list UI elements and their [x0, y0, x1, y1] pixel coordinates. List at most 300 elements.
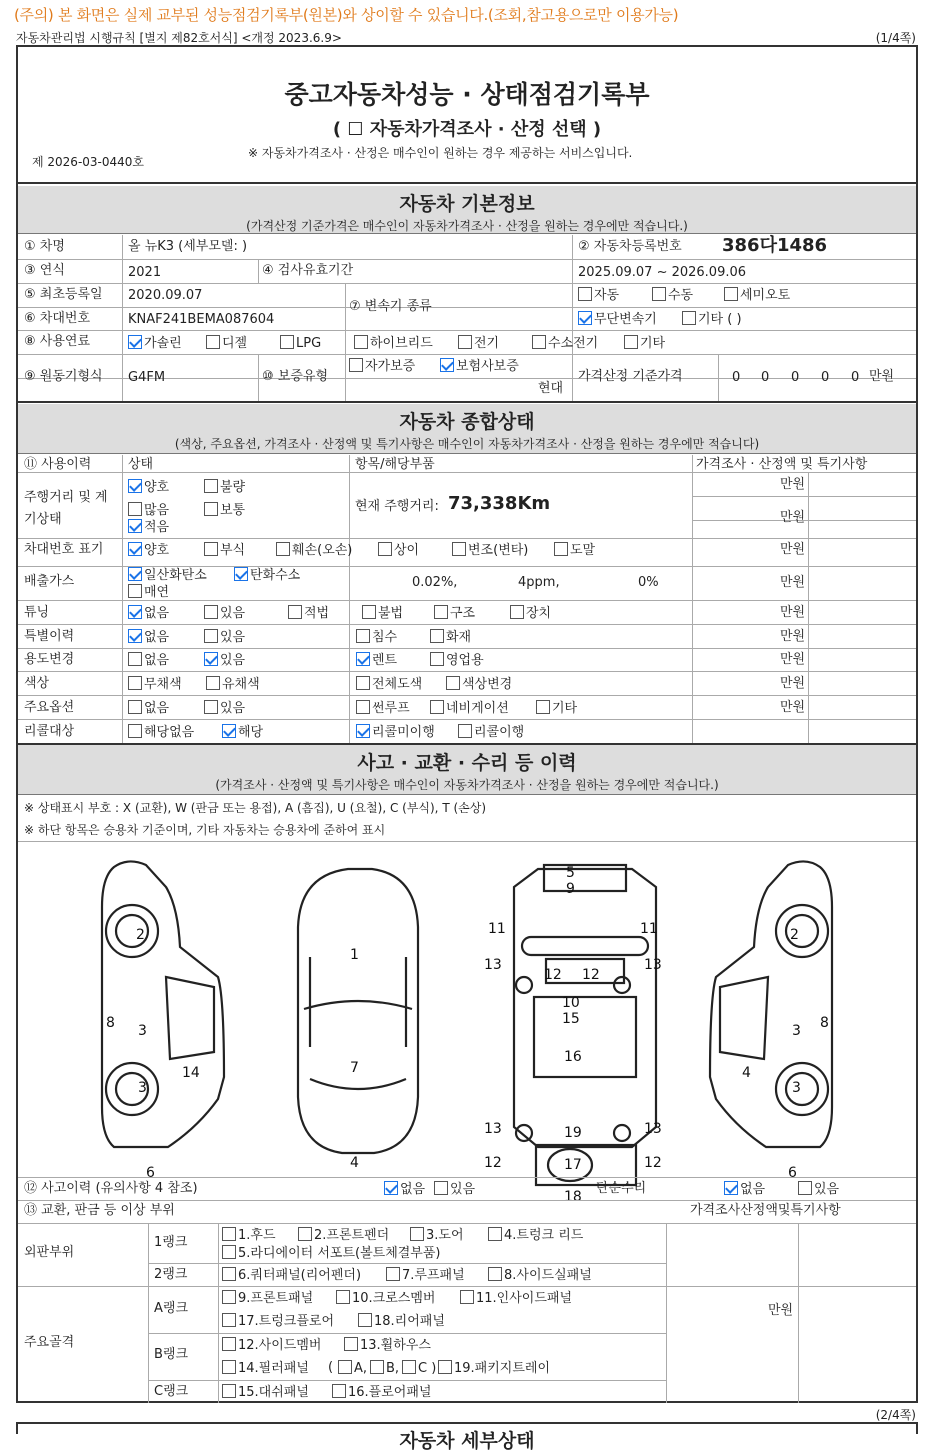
- frame-label: 주요골격: [24, 1335, 75, 1350]
- svg-text:3: 3: [138, 1023, 147, 1039]
- checkbox[interactable]: [128, 519, 142, 533]
- checkbox[interactable]: [386, 1267, 400, 1281]
- usage-none[interactable]: [128, 652, 169, 669]
- opt-label: C ): [418, 1361, 437, 1376]
- checkbox[interactable]: [460, 1290, 474, 1304]
- checkbox[interactable]: [204, 605, 218, 619]
- legend-note: ※ 하단 항목은 승용차 기준이며, 기타 자동차는 승용차에 준하여 표시: [24, 823, 386, 837]
- opt-label: 전체도색: [372, 677, 423, 692]
- tuning-none[interactable]: [128, 605, 169, 622]
- svg-text:18: 18: [564, 1189, 582, 1205]
- checkbox[interactable]: [222, 1313, 236, 1327]
- checkbox[interactable]: [280, 335, 294, 349]
- vin-altered[interactable]: [452, 542, 528, 559]
- rankA-label: A랭크: [154, 1301, 189, 1316]
- trans-auto[interactable]: [578, 287, 619, 304]
- subtitle-note: ※ 자동차가격조사 · 산정은 매수인이 원하는 경우 제공하는 서비스입니다.: [248, 146, 633, 160]
- option-none[interactable]: [128, 700, 169, 717]
- opt-label: 도말: [570, 543, 596, 558]
- opt-label: 있음: [220, 630, 246, 645]
- vin-corrosion[interactable]: [204, 542, 245, 559]
- part-hood[interactable]: [222, 1227, 276, 1244]
- unit: 만원: [780, 575, 806, 590]
- mileage-high[interactable]: [128, 502, 169, 519]
- opt-label: 매연: [144, 585, 170, 600]
- opt-label: 있음: [450, 1182, 476, 1197]
- checkbox[interactable]: [128, 652, 142, 666]
- checkbox[interactable]: [440, 358, 454, 372]
- basic-note: (가격산정 기준가격은 매수인이 자동차가격조사 · 산정을 원하는 경우에만 적습니다.): [246, 219, 688, 233]
- special-yes[interactable]: [204, 629, 245, 646]
- opt-label: 훼손(오손): [292, 543, 353, 558]
- tuning-yes[interactable]: [204, 605, 245, 622]
- emission-label: 배출가스: [24, 574, 75, 589]
- checkbox[interactable]: [204, 502, 218, 516]
- checkbox[interactable]: [128, 335, 142, 349]
- checkbox[interactable]: [128, 542, 142, 556]
- price-digit: 0: [821, 370, 830, 385]
- checkbox[interactable]: [128, 479, 142, 493]
- mileage-text: 현재 주행거리:: [355, 499, 439, 514]
- checkbox[interactable]: [724, 1181, 738, 1195]
- vin-good[interactable]: [128, 542, 169, 559]
- checkbox[interactable]: [354, 335, 368, 349]
- status-note: (색상, 주요옵션, 가격조사 · 산정액 및 특기사항은 매수인이 자동차가격조사 · 산정을 원하는 경우에만 적습니다): [174, 437, 760, 451]
- recall-none[interactable]: [128, 724, 194, 741]
- rankC-label: C랭크: [154, 1384, 189, 1399]
- checkbox[interactable]: [338, 1360, 352, 1374]
- svg-text:1: 1: [350, 947, 359, 963]
- checkbox[interactable]: [438, 1360, 452, 1374]
- usage-yes[interactable]: [204, 652, 245, 669]
- opt-label: 구조: [450, 606, 476, 621]
- simple-repair-label: 단순수리: [596, 1181, 647, 1196]
- checkbox[interactable]: [204, 652, 218, 666]
- checkbox[interactable]: [452, 542, 466, 556]
- svg-text:17: 17: [564, 1157, 582, 1173]
- pillar-a[interactable]: [338, 1360, 367, 1377]
- tuning-label: 튜닝: [24, 605, 50, 620]
- unit: 만원: [780, 676, 806, 691]
- checkbox[interactable]: [458, 335, 472, 349]
- checkbox[interactable]: [336, 1290, 350, 1304]
- item-col: 항목/해당부품: [355, 457, 435, 472]
- color-label: 색상: [24, 676, 50, 691]
- opt-label: 있음: [220, 701, 246, 716]
- opt-label: 수소전기: [548, 336, 599, 351]
- checkbox[interactable]: [578, 311, 592, 325]
- opt-label: 상이: [394, 543, 420, 558]
- accident-title: 사고 · 교환 · 수리 등 이력: [357, 752, 577, 774]
- opt-label: 변조(변타): [468, 543, 529, 558]
- pillar-c[interactable]: [402, 1360, 436, 1377]
- warranty-insurer[interactable]: [440, 358, 519, 375]
- doc-number: 제 2026-03-0440호: [32, 155, 145, 169]
- unit: 만원: [780, 605, 806, 620]
- reg-label: ② 자동차등록번호: [578, 239, 682, 254]
- opt-label: 14.필러패널: [238, 1361, 309, 1376]
- fuel-electric[interactable]: [458, 335, 499, 352]
- parts-label: ⑬ 교환, 판금 등 이상 부위: [24, 1203, 175, 1218]
- accident-none[interactable]: [384, 1181, 425, 1198]
- checkbox[interactable]: [356, 676, 370, 690]
- opt-label: 15.대쉬패널: [238, 1385, 309, 1400]
- part-front-panel[interactable]: [222, 1290, 313, 1307]
- opt-label: 불법: [378, 606, 404, 621]
- checkbox[interactable]: [356, 724, 370, 738]
- opt-label: 영업용: [446, 653, 484, 668]
- opt-label: 자동: [594, 288, 620, 303]
- part-roof[interactable]: [386, 1267, 465, 1284]
- checkbox[interactable]: [128, 676, 142, 690]
- svg-text:12: 12: [544, 967, 562, 983]
- checkbox[interactable]: [430, 652, 444, 666]
- state-col: 상태: [128, 457, 154, 472]
- opt-label: 가솔린: [144, 336, 182, 351]
- checkbox[interactable]: [222, 1360, 236, 1374]
- svg-text:11: 11: [488, 921, 506, 937]
- part-cross-member[interactable]: [336, 1290, 435, 1307]
- part-side-sill[interactable]: [488, 1267, 592, 1284]
- opt-label: 불량: [220, 480, 246, 495]
- usage-label: 용도변경: [24, 652, 75, 667]
- svg-text:12: 12: [484, 1155, 502, 1171]
- opt-label: 2.프론트펜더: [314, 1228, 390, 1243]
- valid-label: ④ 검사유효기간: [262, 263, 354, 278]
- recall-not-done[interactable]: [356, 724, 435, 741]
- tuning-legal[interactable]: [288, 605, 329, 622]
- svg-text:13: 13: [484, 957, 502, 973]
- fuel-label: ⑧ 사용연료: [24, 334, 91, 349]
- checkbox[interactable]: [222, 1290, 236, 1304]
- trans-manual[interactable]: [652, 287, 693, 304]
- checkbox[interactable]: [298, 1227, 312, 1241]
- checkbox[interactable]: [222, 1267, 236, 1281]
- checkbox[interactable]: [356, 629, 370, 643]
- checkbox[interactable]: [362, 605, 376, 619]
- emission-hc[interactable]: [234, 567, 300, 584]
- page-number-2: (2/4쪽): [875, 1408, 916, 1422]
- svg-text:13: 13: [484, 1121, 502, 1137]
- trans-cvt[interactable]: [578, 311, 657, 328]
- part-rear-panel[interactable]: [358, 1313, 445, 1330]
- part-door[interactable]: [410, 1227, 464, 1244]
- opt-label: 무채색: [144, 677, 182, 692]
- subtitle: ( ☐ 자동차가격조사 · 산정 선택 ): [332, 119, 602, 140]
- usage-business[interactable]: [430, 652, 484, 669]
- mileage-normal[interactable]: [204, 502, 245, 519]
- mileage-bad[interactable]: [204, 479, 245, 496]
- option-sunroof[interactable]: [356, 700, 410, 717]
- fuel-diesel[interactable]: [206, 335, 247, 352]
- checkbox[interactable]: [222, 1245, 236, 1259]
- opt-label: 네비게이션: [446, 701, 509, 716]
- checkbox[interactable]: [356, 700, 370, 714]
- fuel-etc[interactable]: [624, 335, 665, 352]
- part-pillar-panel[interactable]: [222, 1360, 309, 1377]
- valid-period: 2025.09.07 ~ 2026.09.06: [578, 265, 747, 280]
- usage-rent[interactable]: [356, 652, 397, 669]
- checkbox[interactable]: [624, 335, 638, 349]
- emission-hc-val: 4ppm,: [518, 575, 560, 590]
- opt-label: 17.트렁크플로어: [238, 1314, 335, 1329]
- mileage-low[interactable]: [128, 519, 169, 536]
- part-dash-panel[interactable]: [222, 1384, 309, 1401]
- checkbox[interactable]: [128, 567, 142, 581]
- checkbox[interactable]: [128, 629, 142, 643]
- svg-text:8: 8: [106, 1015, 115, 1031]
- emission-smoke[interactable]: [128, 584, 169, 601]
- special-fire[interactable]: [430, 629, 471, 646]
- svg-text:6: 6: [788, 1165, 797, 1181]
- part-trunk-lid[interactable]: [488, 1227, 583, 1244]
- checkbox[interactable]: [434, 1181, 448, 1195]
- checkbox[interactable]: [358, 1313, 372, 1327]
- opt-label: 디젤: [222, 336, 248, 351]
- opt-label: 3.도어: [426, 1228, 464, 1243]
- checkbox[interactable]: [370, 1360, 384, 1374]
- tuning-device[interactable]: [510, 605, 551, 622]
- vin-painted[interactable]: [554, 542, 595, 559]
- rank1-label: 1랭크: [154, 1235, 188, 1250]
- unit: 만원: [780, 652, 806, 667]
- mileage-good[interactable]: [128, 479, 169, 496]
- simple-yes[interactable]: [798, 1181, 839, 1198]
- page-number: (1/4쪽): [875, 31, 916, 45]
- svg-text:5: 5: [566, 865, 575, 881]
- opt-label: 12.사이드멤버: [238, 1338, 322, 1353]
- checkbox[interactable]: [234, 567, 248, 581]
- opt-label: 해당: [238, 725, 264, 740]
- checkbox[interactable]: [128, 724, 142, 738]
- checkbox[interactable]: [222, 724, 236, 738]
- parts-price-label: 가격조사산정액및특기사항: [690, 1203, 841, 1218]
- svg-text:8: 8: [820, 1015, 829, 1031]
- svg-text:14: 14: [182, 1065, 200, 1081]
- checkbox[interactable]: [204, 479, 218, 493]
- opt-label: 색상변경: [462, 677, 513, 692]
- checkbox[interactable]: [349, 358, 363, 372]
- first-reg-label: ⑤ 최초등록일: [24, 287, 103, 302]
- next-section-title: 자동차 세부상태: [399, 1430, 535, 1452]
- opt-label: 13.휠하우스: [360, 1338, 431, 1353]
- checkbox[interactable]: [204, 629, 218, 643]
- checkbox[interactable]: [222, 1227, 236, 1241]
- checkbox[interactable]: [510, 605, 524, 619]
- price-digit: 0: [851, 370, 860, 385]
- trans-etc[interactable]: [682, 311, 742, 328]
- fuel-hydrogen[interactable]: [532, 335, 598, 352]
- engine: G4FM: [128, 370, 166, 385]
- accident-yes[interactable]: [434, 1181, 475, 1198]
- checkbox[interactable]: [724, 287, 738, 301]
- checkbox[interactable]: [578, 287, 592, 301]
- checkbox[interactable]: [536, 700, 550, 714]
- opt-label: 리콜미이행: [372, 725, 435, 740]
- checkbox[interactable]: [434, 605, 448, 619]
- checkbox[interactable]: [128, 700, 142, 714]
- opt-label: 기타 ( ): [698, 312, 742, 327]
- opt-label: 보험사보증: [456, 359, 519, 374]
- opt-label: 유채색: [222, 677, 260, 692]
- emission-co[interactable]: [128, 567, 207, 584]
- checkbox[interactable]: [222, 1384, 236, 1398]
- opt-label: 6.쿼터패널(리어펜더): [238, 1268, 362, 1283]
- option-label: 주요옵션: [24, 700, 75, 715]
- opt-label: B,: [386, 1361, 400, 1376]
- recall-applicable[interactable]: [222, 724, 263, 741]
- reg-number: 386다1486: [722, 235, 828, 256]
- vin: KNAF241BEMA087604: [128, 312, 275, 327]
- emission-smoke-val: 0%: [638, 575, 659, 590]
- part-package-tray[interactable]: [438, 1360, 550, 1377]
- vin-damage[interactable]: [276, 542, 352, 559]
- checkbox[interactable]: [488, 1267, 502, 1281]
- svg-text:11: 11: [640, 921, 658, 937]
- svg-text:13: 13: [644, 1121, 662, 1137]
- opt-label: 없음: [400, 1182, 426, 1197]
- special-label: 특별이력: [24, 629, 75, 644]
- trans-label: ⑦ 변속기 종류: [349, 299, 432, 314]
- checkbox[interactable]: [488, 1227, 502, 1241]
- checkbox[interactable]: [430, 629, 444, 643]
- fuel-gasoline[interactable]: [128, 335, 182, 352]
- opt-label: 하이브리드: [370, 336, 433, 351]
- opt-label: 침수: [372, 630, 398, 645]
- checkbox[interactable]: [458, 724, 472, 738]
- checkbox[interactable]: [222, 1337, 236, 1351]
- opt-label: 무단변속기: [594, 312, 657, 327]
- form-header: [18, 47, 916, 184]
- part-floor-panel[interactable]: [332, 1384, 431, 1401]
- checkbox[interactable]: [276, 542, 290, 556]
- opt-label: 9.프론트패널: [238, 1291, 314, 1306]
- opt-label: 7.루프패널: [402, 1268, 465, 1283]
- fuel-lpg[interactable]: [280, 335, 321, 352]
- checkbox[interactable]: [344, 1337, 358, 1351]
- car-name: 올 뉴K3 (세부모델: ): [128, 239, 248, 254]
- pillar-b[interactable]: [370, 1360, 399, 1377]
- checkbox[interactable]: [204, 700, 218, 714]
- page-title: 중고자동차성능 · 상태점검기록부: [284, 80, 650, 109]
- checkbox[interactable]: [356, 652, 370, 666]
- checkbox[interactable]: [204, 542, 218, 556]
- engine-label: ⑨ 원동기형식: [24, 369, 103, 384]
- opt-label: 전기: [474, 336, 500, 351]
- checkbox[interactable]: [206, 676, 220, 690]
- svg-text:7: 7: [350, 1060, 359, 1076]
- opt-label: 있음: [220, 653, 246, 668]
- opt-label: 양호: [144, 480, 170, 495]
- checkbox[interactable]: [128, 502, 142, 516]
- tuning-structure[interactable]: [434, 605, 475, 622]
- opt-label: 썬루프: [372, 701, 410, 716]
- part-trunk-floor[interactable]: [222, 1313, 334, 1330]
- part-wheel-house[interactable]: [344, 1337, 431, 1354]
- opt-label: 없음: [144, 606, 170, 621]
- checkbox[interactable]: [446, 676, 460, 690]
- checkbox[interactable]: [332, 1384, 346, 1398]
- opt-label: 1.후드: [238, 1228, 276, 1243]
- checkbox[interactable]: [798, 1181, 812, 1195]
- checkbox[interactable]: [206, 335, 220, 349]
- part-side-member[interactable]: [222, 1337, 321, 1354]
- name-label: ① 차명: [24, 239, 65, 254]
- option-navigation[interactable]: [430, 700, 509, 717]
- color-change[interactable]: [446, 676, 512, 693]
- price-digit: 0: [761, 370, 770, 385]
- checkbox[interactable]: [652, 287, 666, 301]
- checkbox[interactable]: [554, 542, 568, 556]
- color-achromatic[interactable]: [128, 676, 182, 693]
- opt-label: 해당없음: [144, 725, 195, 740]
- part-quarter[interactable]: [222, 1267, 361, 1284]
- svg-text:13: 13: [644, 957, 662, 973]
- opt-label: 11.인사이드패널: [476, 1291, 573, 1306]
- checkbox[interactable]: [288, 605, 302, 619]
- special-none[interactable]: [128, 629, 169, 646]
- recall-done[interactable]: [458, 724, 524, 741]
- checkbox[interactable]: [532, 335, 546, 349]
- fuel-hybrid[interactable]: [354, 335, 433, 352]
- accident-note: (가격조사 · 산정액 및 특기사항은 매수인이 자동차가격조사 · 산정을 원하는 경우에만 적습니다.): [215, 778, 719, 792]
- tuning-illegal[interactable]: [362, 605, 403, 622]
- record-form: [16, 45, 918, 1403]
- simple-none[interactable]: [724, 1181, 765, 1198]
- legend-symbols: ※ 상태표시 부호 : X (교환), W (판금 또는 용접), A (흠집), U (요철), C (부식), T (손상): [24, 801, 487, 815]
- part-radiator[interactable]: [222, 1245, 441, 1262]
- special-flood[interactable]: [356, 629, 397, 646]
- opt-label: 18.리어패널: [374, 1314, 445, 1329]
- basic-section-header: [18, 186, 916, 234]
- svg-text:3: 3: [792, 1023, 801, 1039]
- svg-text:3: 3: [138, 1080, 147, 1096]
- svg-text:19: 19: [564, 1125, 582, 1141]
- checkbox[interactable]: [378, 542, 392, 556]
- checkbox[interactable]: [384, 1181, 398, 1195]
- option-etc[interactable]: [536, 700, 577, 717]
- notice: (주의) 본 화면은 실제 교부된 성능점검기록부(원본)와 상이할 수 있습니다.(조회,참고용으로만 이용가능): [14, 6, 679, 24]
- trans-semi[interactable]: [724, 287, 790, 304]
- svg-text:16: 16: [564, 1049, 582, 1065]
- color-full-paint[interactable]: [356, 676, 422, 693]
- checkbox[interactable]: [410, 1227, 424, 1241]
- svg-text:12: 12: [644, 1155, 662, 1171]
- checkbox[interactable]: [430, 700, 444, 714]
- opt-label: 장치: [526, 606, 552, 621]
- mileage-label: 주행거리 및 계기상태: [24, 490, 108, 527]
- part-front-fender[interactable]: [298, 1227, 389, 1244]
- opt-label: 없음: [144, 701, 170, 716]
- vin-different[interactable]: [378, 542, 419, 559]
- opt-label: 렌트: [372, 653, 398, 668]
- accident-history-label: ⑫ 사고이력 (유의사항 4 참조): [24, 1181, 198, 1196]
- opt-label: 적법: [304, 606, 330, 621]
- unit: 만원: [780, 510, 806, 525]
- option-yes[interactable]: [204, 700, 245, 717]
- opt-label: 있음: [220, 606, 246, 621]
- checkbox[interactable]: [128, 584, 142, 598]
- opt-label: 없음: [144, 630, 170, 645]
- pillar-open-paren: (: [328, 1360, 334, 1375]
- checkbox[interactable]: [682, 311, 696, 325]
- color-chromatic[interactable]: [206, 676, 260, 693]
- checkbox[interactable]: [402, 1360, 416, 1374]
- basic-title: 자동차 기본정보: [399, 193, 535, 215]
- warranty-self[interactable]: [349, 358, 415, 375]
- part-inside-panel[interactable]: [460, 1290, 572, 1307]
- checkbox[interactable]: [128, 605, 142, 619]
